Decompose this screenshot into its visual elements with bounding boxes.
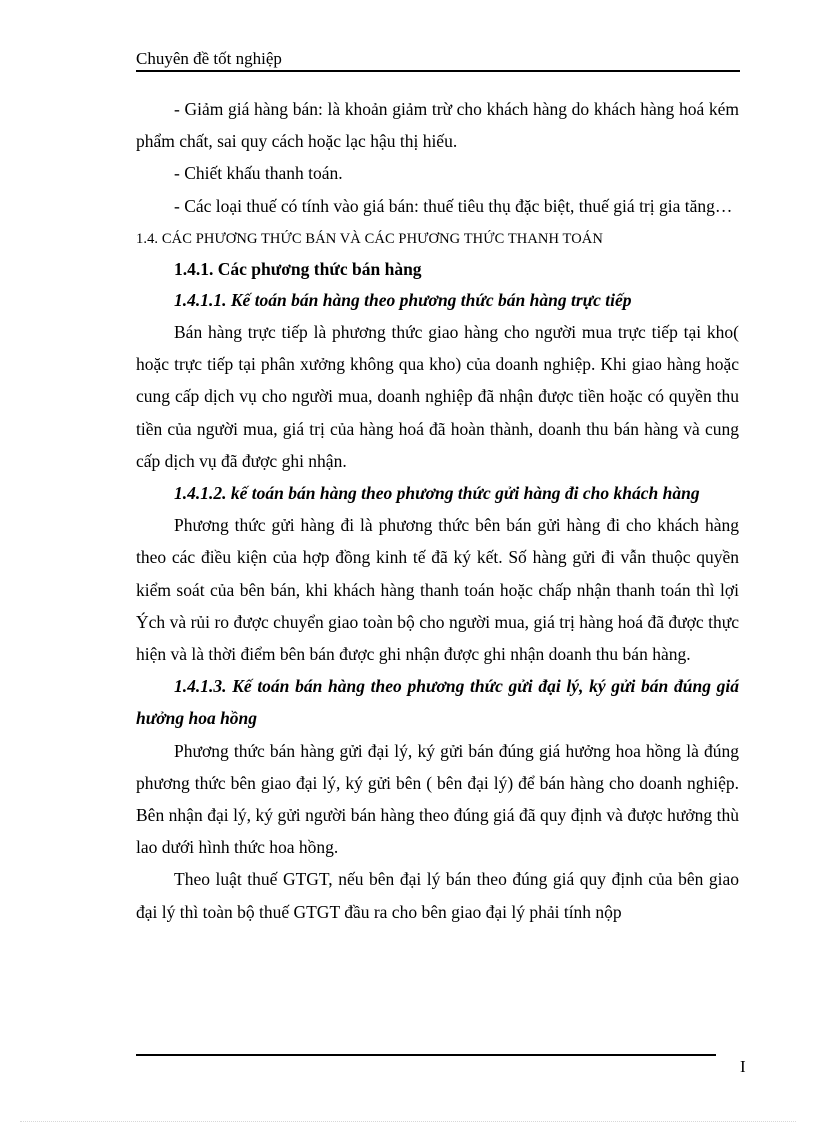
paragraph-1413-a: Phương thức bán hàng gửi đại lý, ký gửi bán đúng giá hưởng hoa hồng là đúng phương thức bên giao đại lý, ký gửi bên ( bên đại lý) để bán hàng cho doanh nghiệp. Bên nhận đại lý, ký gửi người bán hàng theo đúng giá đã quy định và được hưởng thù lao dưới hình thức hoa hồng. [136,740,739,858]
heading-1411: 1.4.1.1. Kế toán bán hàng theo phương thức bán hàng trực tiếp [174,289,632,310]
heading-1413: 1.4.1.3. Kế toán bán hàng theo phương thức gửi đại lý, ký gửi bán đúng giá hưởng hoa hồng [136,676,739,729]
footer-rule [136,1054,716,1056]
paragraph-1411: Bán hàng trực tiếp là phương thức giao hàng cho người mua trực tiếp tại kho( hoặc trực tiếp tại phân xưởng không qua kho) của doanh nghiệp. Khi giao hàng hoặc cung cấp dịch vụ cho người mua, doanh nghiệp đã nhận được tiền hoặc có quyền thu tiền của người mua, giá trị của hàng hoá đã hoàn thành, doanh thu bán hàng và cung cấp dịch vụ đã được ghi nhận. [136,322,739,471]
paragraph-payment-discount: - Chiết khấu thanh toán. [174,163,343,184]
document-body [136,93,739,928]
heading-1412: 1.4.1.2. kế toán bán hàng theo phương thức gửi hàng đi cho khách hàng [174,483,700,504]
page-edge [20,1121,796,1122]
paragraph-taxes: - Các loại thuế có tính vào giá bán: thuế tiêu thụ đặc biệt, thuế giá trị gia tăng… [174,195,733,216]
paragraph-sales-discount: - Giảm giá hàng bán: là khoản giảm trừ cho khách hàng do khách hàng hoá kém phẩm chất, sai quy cách hoặc lạc hậu thị hiếu. [136,99,739,152]
section-heading: 1.4. CÁC PHƯƠNG THỨC BÁN VÀ CÁC PHƯƠNG THỨC THANH TOÁN [136,230,603,247]
subsection-heading: 1.4.1. Các phương thức bán hàng [174,258,422,279]
page-number: I [740,1057,746,1076]
header-rule [136,70,740,72]
paragraph-1413-b: Theo luật thuế GTGT, nếu bên đại lý bán theo đúng giá quy định của bên giao đại lý thì toàn bộ thuế GTGT đầu ra cho bên giao đại lý phải tính nộp [136,869,739,922]
paragraph-1412: Phương thức gửi hàng đi là phương thức bên bán gửi hàng đi cho khách hàng theo các điều kiện của hợp đồng kinh tế đã ký kết. Số hàng gửi đi vẫn thuộc quyền kiểm soát của bên bán, khi khách hàng thanh toán hoặc chấp nhận thanh toán thì lợi Ých và rủi ro được chuyển giao toàn bộ cho người mua, giá trị hàng hoá đã được thực hiện và là thời điểm bên bán được ghi nhận được ghi nhận doanh thu bán hàng. [136,515,739,665]
header-title: Chuyên đề tốt nghiệp [136,49,282,68]
